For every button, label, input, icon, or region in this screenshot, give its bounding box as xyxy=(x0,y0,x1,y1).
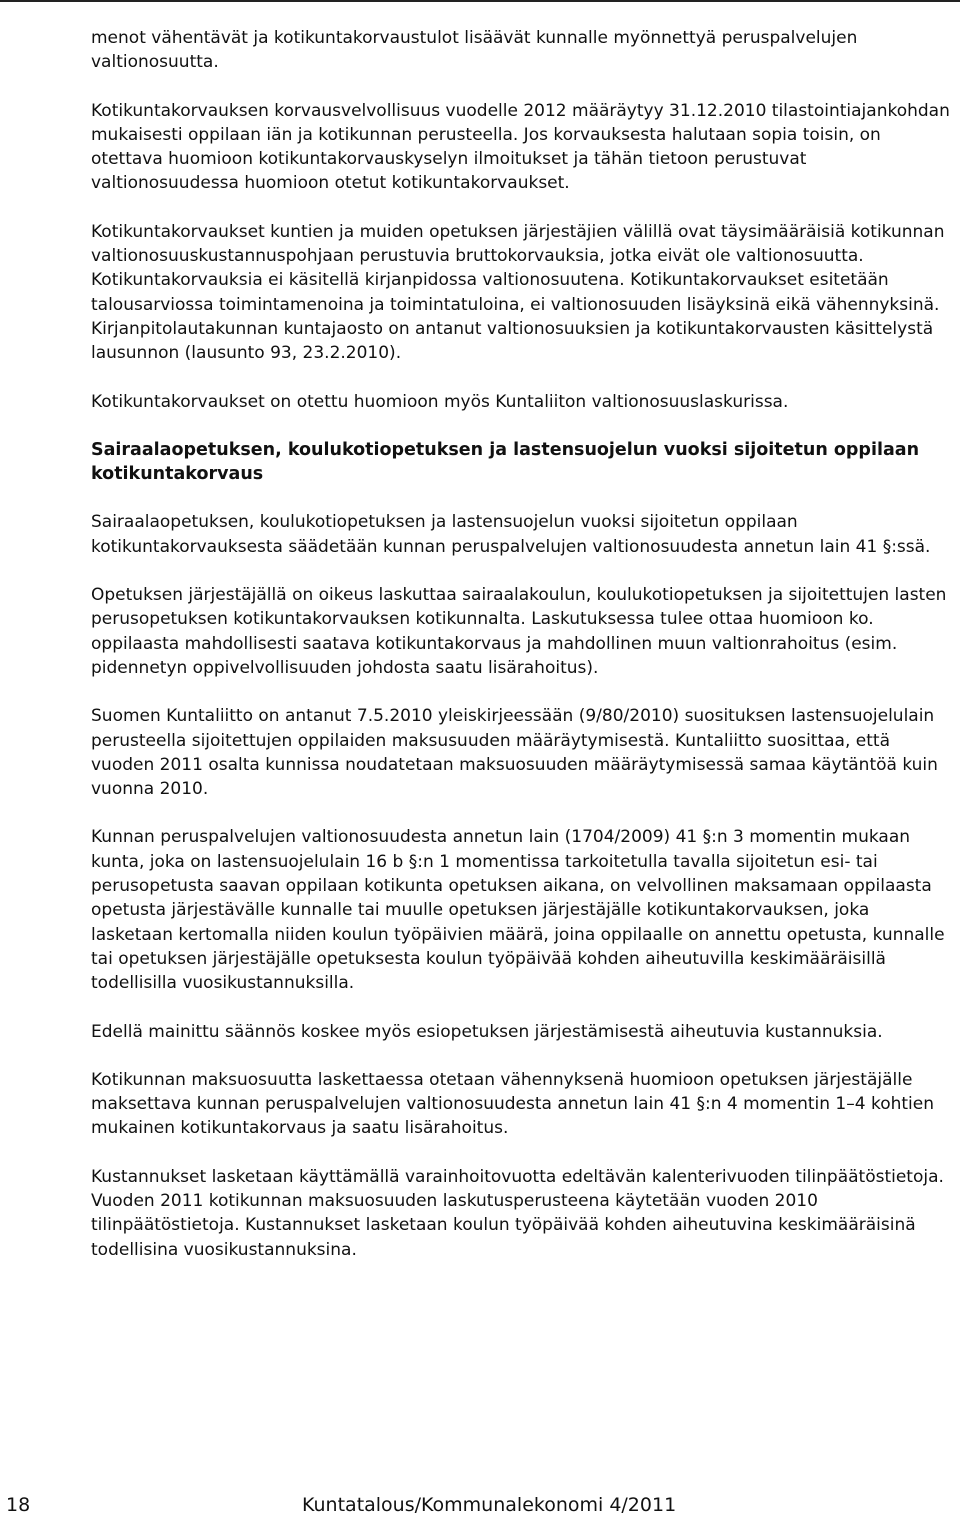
paragraph: Opetuksen järjestäjällä on oikeus laskuttaa sairaalakoulun, koulukotiopetuksen ja sijoitettujen lasten perusopetuksen kotikuntakorvauksen kotikunnalta. Laskutuksessa tulee ottaa huomioon ko. oppilaasta mahdollisesti saatava kotikuntakorvaus ja mahdollinen muun valtionrahoitus (esim. pidennetyn oppivelvollisuuden johdosta saatu lisärahoitus). xyxy=(91,585,947,678)
paragraph: Suomen Kuntaliitto on antanut 7.5.2010 yleiskirjeessään (9/80/2010) suosituksen lastensuojelulain perusteella sijoitettujen oppilaiden maksusuuden määräytymisestä. Kuntaliitto suosittaa, että vuoden 2011 osalta kunnissa noudatetaan maksuosuuden määräytymisessä samaa käytäntöä kuin vuonna 2010. xyxy=(91,706,938,800)
paragraph: Kotikunnan maksuosuutta laskettaessa otetaan vähennyksenä huomioon opetuksen järjestäjälle maksettava kunnan peruspalvelujen valtionosuudesta annetun lain 41 §:n 4 momentin 1–4 kohtien mukainen kotikuntakorvaus ja saatu lisärahoitus. xyxy=(91,1069,934,1139)
paragraph: Sairaalaopetuksen, koulukotiopetuksen ja lastensuojelun vuoksi sijoitetun oppilaan kotikuntakorvauksesta säädetään kunnan peruspalvelujen valtionosuudesta annetun lain 41 §:ssä. xyxy=(91,512,931,557)
publication-title: Kuntatalous/Kommunalekonomi 4/2011 xyxy=(302,1494,677,1516)
paragraph: menot vähentävät ja kotikuntakorvaustulot lisäävät kunnalle myönnettyä peruspalvelujen valtionosuutta. xyxy=(91,28,858,73)
page-number: 18 xyxy=(6,1494,31,1516)
top-rule xyxy=(0,0,960,2)
paragraph: Kustannukset lasketaan käyttämällä varainhoitovuotta edeltävän kalenterivuoden tilinpäätöstietoja. Vuoden 2011 kotikunnan maksuosuuden laskutusperusteena käytetään vuoden 2010 tilinpäätöstietoja. Kustannukset lasketaan koulun työpäivää kohden aiheutuvina keskimääräisinä todellisina vuosikustannuksina. xyxy=(91,1166,944,1260)
paragraph: Kotikuntakorvauksen korvausvelvollisuus vuodelle 2012 määräytyy 31.12.2010 tilastointiajankohdan mukaisesti oppilaan iän ja kotikunnan perusteella. Jos korvauksesta halutaan sopia toisin, on otettava huomioon kotikuntakorvauskyselyn ilmoitukset ja tähän tietoon perustuvat valtionosuudessa huomioon otetut kotikuntakorvaukset. xyxy=(91,100,950,194)
paragraph: Kotikuntakorvaukset on otettu huomioon myös Kuntaliiton valtionosuuslaskurissa. xyxy=(91,391,789,412)
page-footer xyxy=(0,1494,960,1518)
paragraph: Edellä mainittu säännös koskee myös esiopetuksen järjestämisestä aiheutuvia kustannuksia. xyxy=(91,1021,883,1042)
document-body xyxy=(91,26,951,1286)
paragraph: Kotikuntakorvaukset kuntien ja muiden opetuksen järjestäjien välillä ovat täysimääräisiä kotikunnan valtionosuuskustannuspohjaan perustuvia bruttokorvauksia, jotka eivät ole valtionosuutta. Kotikuntakorvauksia ei käsitellä kirjanpidossa valtionosuutena. Kotikuntakorvaukset esitetään talousarviossa toimintamenoina ja toimintatuloina, ei valtionosuuden lisäyksinä eikä vähennyksinä. Kirjanpitolautakunnan kuntajaosto on antanut valtionosuuksien ja kotikuntakorvausten käsittelystä lausunnon (lausunto 93, 23.2.2010). xyxy=(91,221,945,364)
paragraph: Kunnan peruspalvelujen valtionosuudesta annetun lain (1704/2009) 41 §:n 3 momentin mukaan kunta, joka on lastensuojelulain 16 b §:n 1 momentissa tarkoitetulla tavalla sijoitetun esi- tai perusopetusta saavan oppilaan kotikunta opetuksen aikana, on velvollinen maksamaan oppilaasta opetusta järjestävälle kunnalle tai muulle opetuksen järjestäjälle kotikuntakorvauksen, joka lasketaan kertomalla niiden koulun työpäivien määrä, joina oppilaalle on annettu opetusta, kunnalle tai opetuksen järjestäjälle opetuksesta koulun työpäivää kohden aiheutuvilla keskimääräisillä todellisilla vuosikustannuksilla. xyxy=(91,827,945,994)
section-heading: Sairaalaopetuksen, koulukotiopetuksen ja lastensuojelun vuoksi sijoitetun oppilaan kotikuntakorvaus xyxy=(91,439,920,485)
